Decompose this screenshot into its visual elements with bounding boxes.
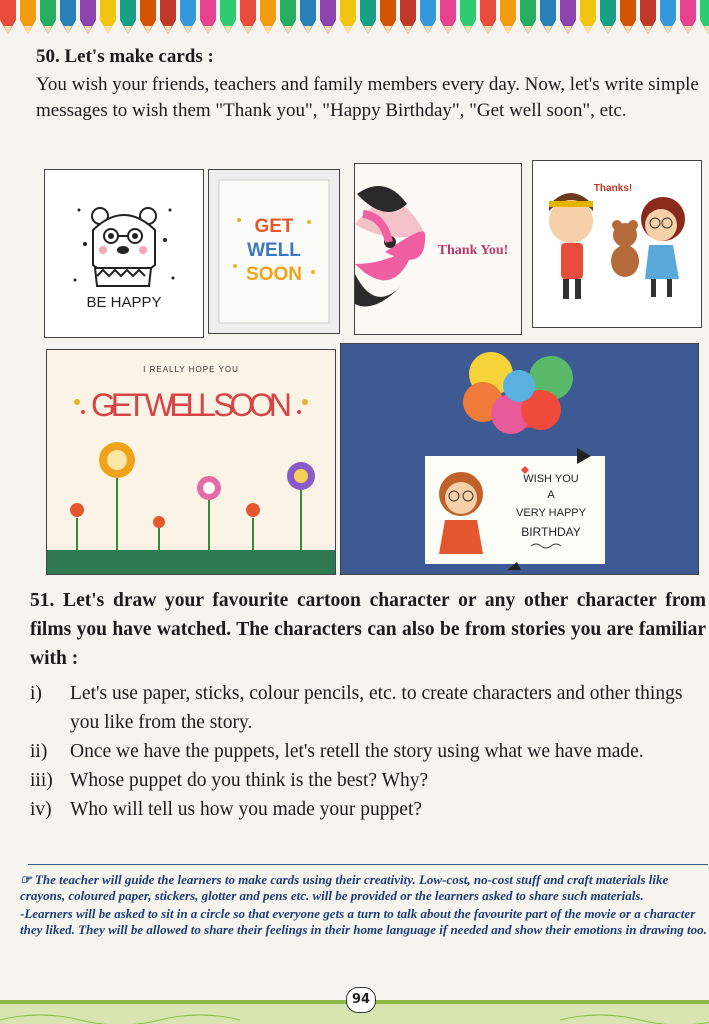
pencil-tip-decoration (124, 26, 132, 34)
pencil-tip-decoration (324, 26, 332, 34)
pencil-tip-decoration (584, 26, 592, 34)
pencil-tip-decoration (444, 26, 452, 34)
pencil-tip-decoration (644, 26, 652, 34)
pencil-tip-decoration (684, 26, 692, 34)
thanks-text: Thanks! (593, 183, 633, 194)
pencil-tip-decoration (364, 26, 372, 34)
divider (28, 864, 708, 865)
pencil-tip-decoration (524, 26, 532, 34)
be-happy-text: BE HAPPY (86, 294, 162, 311)
wish-you-text: WISH YOU (523, 473, 579, 485)
card-get-well-large (46, 349, 336, 575)
card-thank-you (354, 163, 522, 335)
well-text: WELL (247, 240, 301, 261)
card-thanks-kids (532, 160, 702, 328)
get-text: GET (254, 216, 294, 237)
pencil-tip-decoration (204, 26, 212, 34)
birthday-text: BIRTHDAY (521, 525, 581, 539)
section-50-intro: You wish your friends, teachers and family members every day. Now, let's write simple messages to wish them "Thank you", "Happy Birthday", "Get well soon", etc. (36, 74, 699, 121)
card-birthday (340, 343, 699, 575)
pencil-tip-decoration (464, 26, 472, 34)
pencil-tip-decoration (624, 26, 632, 34)
pencil-tip-decoration (664, 26, 672, 34)
pencil-tip-decoration (264, 26, 272, 34)
teacher-note-paragraph: -Learners will be asked to sit in a circle so that everyone gets a turn to talk about the favourite part of the movie or a character they liked. They will be allowed to share their feelings in their home language if needed and show their emotions in drawing too. (20, 906, 707, 937)
page-number: 94 (346, 987, 376, 1013)
pencil-tip-decoration (504, 26, 512, 34)
pencil-tip-decoration (84, 26, 92, 34)
pencil-tip-decoration (184, 26, 192, 34)
pencil-tip-decoration (424, 26, 432, 34)
card-get-well-small (208, 169, 340, 334)
list-item-text: Who will tell us how you made your puppet? (70, 799, 423, 820)
pencil-tip-decoration (4, 26, 12, 34)
pencil-tip-decoration (144, 26, 152, 34)
section-51-heading: 51. Let's draw your favourite cartoon character or any other character from films you have watched. The characters can also be from stories you are familiar with : (30, 590, 706, 669)
pencil-tip-decoration (604, 26, 612, 34)
pencil-tip-decoration (284, 26, 292, 34)
pencil-tip-decoration (484, 26, 492, 34)
list-item (30, 679, 706, 737)
pencil-tip-decoration (44, 26, 52, 34)
pencil-tip-decoration (244, 26, 252, 34)
pencil-tip-decoration (344, 26, 352, 34)
pencil-tip-decoration (64, 26, 72, 34)
pencil-border-decoration (0, 0, 709, 38)
pencil-tip-decoration (24, 26, 32, 34)
list-marker: i) (30, 683, 42, 704)
pencil-tip-decoration (544, 26, 552, 34)
pencil-tip-decoration (384, 26, 392, 34)
list-item (30, 737, 706, 766)
pencil-tip-decoration (164, 26, 172, 34)
list-item-text: Once we have the puppets, let's retell the story using what we have made. (70, 741, 644, 762)
pencil-tip-decoration (224, 26, 232, 34)
pencil-tip-decoration (304, 26, 312, 34)
a-text: A (547, 489, 555, 501)
really-hope-text: I REALLY HOPE YOU (143, 365, 239, 374)
very-happy-text: VERY HAPPY (516, 507, 586, 519)
list-item-text: Whose puppet do you think is the best? Why? (70, 770, 429, 791)
card-be-happy (44, 169, 204, 338)
pencil-tip-decoration (704, 26, 709, 34)
list-marker: ii) (30, 741, 48, 762)
pencil-tip-decoration (104, 26, 112, 34)
list-item-text: Let's use paper, sticks, colour pencils, etc. to create characters and other things you like from the story. (70, 683, 683, 733)
thank-you-text: Thank You! (437, 243, 509, 258)
soon-text: SOON (246, 264, 302, 285)
bear-illustration (92, 208, 156, 286)
section-50-heading: 50. Let's make cards : (36, 46, 214, 67)
list-item (30, 766, 706, 795)
teacher-note-paragraph: ☞ The teacher will guide the learners to make cards using their creativity. Low-cost, no-cost stuff and craft materials like crayons, coloured paper, stickers, glotter and pens etc. will be provided or the learners asked to share such materials. (20, 872, 669, 903)
list-marker: iii) (30, 770, 53, 791)
get-well-soon-title: GET WELL SOON (91, 387, 291, 423)
pencil-tip-decoration (404, 26, 412, 34)
teacher-note (20, 872, 708, 940)
list-marker: iv) (30, 799, 52, 820)
pencil-tip-decoration (564, 26, 572, 34)
activity-list (30, 679, 706, 824)
list-item (30, 795, 706, 824)
